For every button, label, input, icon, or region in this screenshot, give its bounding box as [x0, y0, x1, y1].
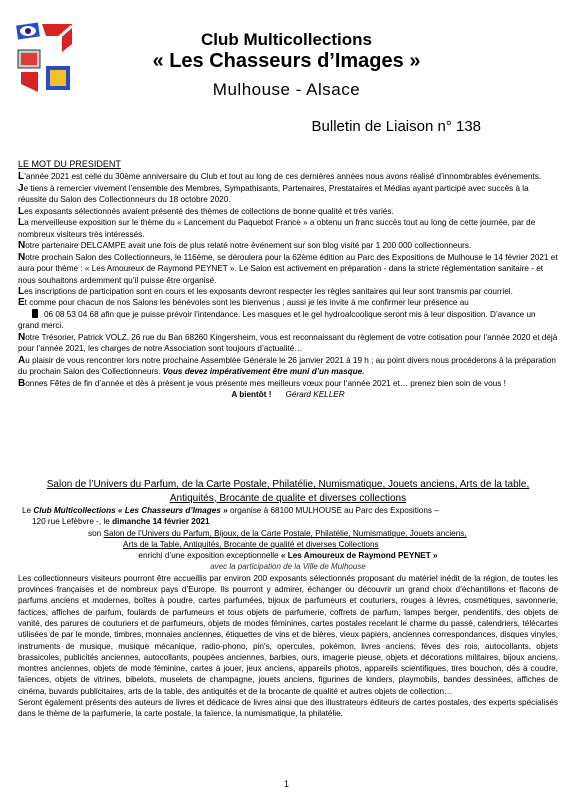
paragraph: Notre partenaire DELCAMPE avait une fois de plus relaté notre événement sur son blog visité par 1 200 000 collectionneurs.: [18, 240, 472, 252]
phone-icon: [32, 309, 38, 318]
mask-notice: Vous devez impérativement être muni d’un masque.: [162, 367, 365, 377]
paragraph: Et comme pour chacun de nos Salons les bénévoles sont les bienvenus ; aussi je les invite à me confirmer leur présence au: [18, 297, 469, 309]
bulletin-number: Bulletin de Liaison n° 138: [311, 118, 481, 135]
club-name: « Les Chasseurs d’Images »: [152, 50, 421, 72]
salon-line-f: avec la participation de la Ville de Mulhouse: [210, 562, 366, 572]
salon-line-c: son Salon de l’Univers du Parfum, Bijoux, de la Carte Postale, Philatélie, Numismatique, Jouets anciens,: [88, 528, 467, 538]
salon-line-b: 120 rue Lefèbvre -, le dimanche 14 février 2021: [32, 517, 210, 527]
salon-line-a: Le Club Multicollections « Les Chasseurs d’Images » organise à 68100 MULHOUSE au Parc des Expositions –: [22, 506, 439, 515]
paragraph: Les inscriptions de participation sont en cours et les exposants devront respecter les règles sanitaires qui leur sont transmis par courriel.: [18, 285, 513, 297]
salon-section: [18, 478, 558, 720]
salon-title: Salon de l’Univers du Parfum, de la Carte Postale, Philatélie, Numismatique, Jouets anciens, Arts de la table, Antiquités, Brocante de qualite et diverses collections: [46, 479, 530, 504]
paragraph: Notre prochain Salon des Collectionneurs, le 116ème, se déroulera pour la 62ème édition au Parc des Expositions de Mulhouse le 14 février 2021 et aura pour thème : « Les Amoureux de Raymond PEYNET ». Le Salon est activement en préparation - dans la stricte réglementation sanitaire - et nous souhaitons ardemment qu’il puisse être organisé.: [18, 251, 558, 285]
paragraph: Bonnes Fêtes de fin d’année et dès à présent je vous présente mes meilleurs vœux pour l’année 2021 et… prenez bien soin de vous !: [18, 377, 506, 389]
paragraph: L’année 2021 est celle du 30ème anniversaire du Club et tout au long de ces dernières années nous avons réalisé d’innombrables événements.: [18, 171, 542, 183]
president-heading: LE MOT DU PRESIDENT: [18, 159, 121, 169]
paragraph: Les exposants sélectionnés avaient présenté des thèmes de collections de bonne qualité et très variés.: [18, 205, 394, 217]
paragraph: Je tiens à remercier vivement l’ensemble des Membres, Sympathisants, Partenaires, Prestataires et Médias ayant participé avec succès à la réussite du Salon des Collectionneurs du 18 octobre 2020.: [18, 182, 529, 205]
president-section: [18, 159, 558, 401]
salon-body-2: Seront également présents des auteurs de livres et dédicace de livres ainsi que des illustrateurs éditeurs de cartes postales, des experts spécialisés dans le thème de la parfumerie, la carte postale, la faïence, la numismatique, la philatélie.: [18, 698, 558, 719]
page-number: 1: [283, 779, 289, 789]
paragraph: 06 08 53 04 68 afin que je puisse prévoir l’intendance. Les masques et le gel hydroalcoolique seront mis à leur disposition. D’avance un grand merci.: [18, 309, 536, 331]
salon-line-d: Arts de la Table, Antiquités, Brocante de qualité et diverses Collections: [123, 539, 379, 549]
paragraph: La merveilleuse exposition sur le thème du « Lancement du Paquebot France » a obtenu un franc succès tout au long de cette journée, par de nombreux visiteurs très intéressés.: [18, 217, 536, 239]
paragraph: Notre Trésorier, Patrick VOLZ, 26 rue du Ban 68260 Kingersheim, vous est reconnaissant du règlement de votre cotisation pour l’année 2020 et déjà pour l’année 2021, les charges de notre Association sont toujours d’actualité…: [18, 331, 558, 354]
signature-line: A bientôt ! Gérard KELLER: [231, 390, 345, 400]
signature-name: Gérard KELLER: [285, 390, 345, 400]
club-title: Club Multicollections: [201, 30, 372, 49]
club-city: Mulhouse - Alsace: [212, 80, 361, 99]
paragraph: Au plaisir de vous rencontrer lors notre prochaine Assemblée Générale le 26 janvier 2021 à 19 h ; au point divers nous procéderons à la préparation du prochain Salon des Collectionneurs. Vous devez impérativement être muni d’un masque.: [18, 354, 556, 377]
salon-body: Les collectionneurs visiteurs pourront être accueillis par environ 200 exposants sélectionnés proposant du matériel inédit de la région, de toutes les provinces françaises et de nombreux pays d’Europe. Ils pourront y admirer, échanger ou découvrir un grand choix d’échantillons et flacons de parfums anciens et modernes, boîtes à poudre, cartes parfumées, bijoux de parfumeurs et couturiers, rouges à lèvres, cosmétiques, savonnerie, factices, affiches de parfum, foulards de parfumeurs et tous objets de parfumerie, coffrets de parfum, lampes berger, pendentifs, des objets de vanité, des parures de couturiers et de parfumeurs, objets de modes féminines, cartes postales recelant le charme du passé, calendriers, télécartes utilisées de par le monde, timbres, monnaies anciennes, étiquettes de vins et de bières, vieux papiers, anciennes correspondances, disques vinyles, instruments de musique, musique mécanique, radio-phono, pin’s, opercules, pokémon, livres anciens, fèves des rois, autocollants, objets brassicoles, publicités anciennes, autocollants, poupées anciennes, barbies, ours, imagerie pieuse, objets et décorations militaires, bijoux anciens, montres anciennes, objets de mode féminine, cartes à jouer, jeux anciens, appareils photos, appareils scientifiques, tires bouchon, dés à coudre, faïences, objets de vitrines, bibelots, muselets de champagne, jouets anciens, figurines de kinders, playmobils, bandes dessinées, affiches de cinéma, buvards publicitaires, arts de la table, des antiquités et de la brocante de qualité et autres objets de collection…: [18, 573, 558, 696]
salon-line-e: enrichi d’une exposition exceptionnelle « Les Amoureux de Raymond PEYNET »: [138, 551, 438, 561]
